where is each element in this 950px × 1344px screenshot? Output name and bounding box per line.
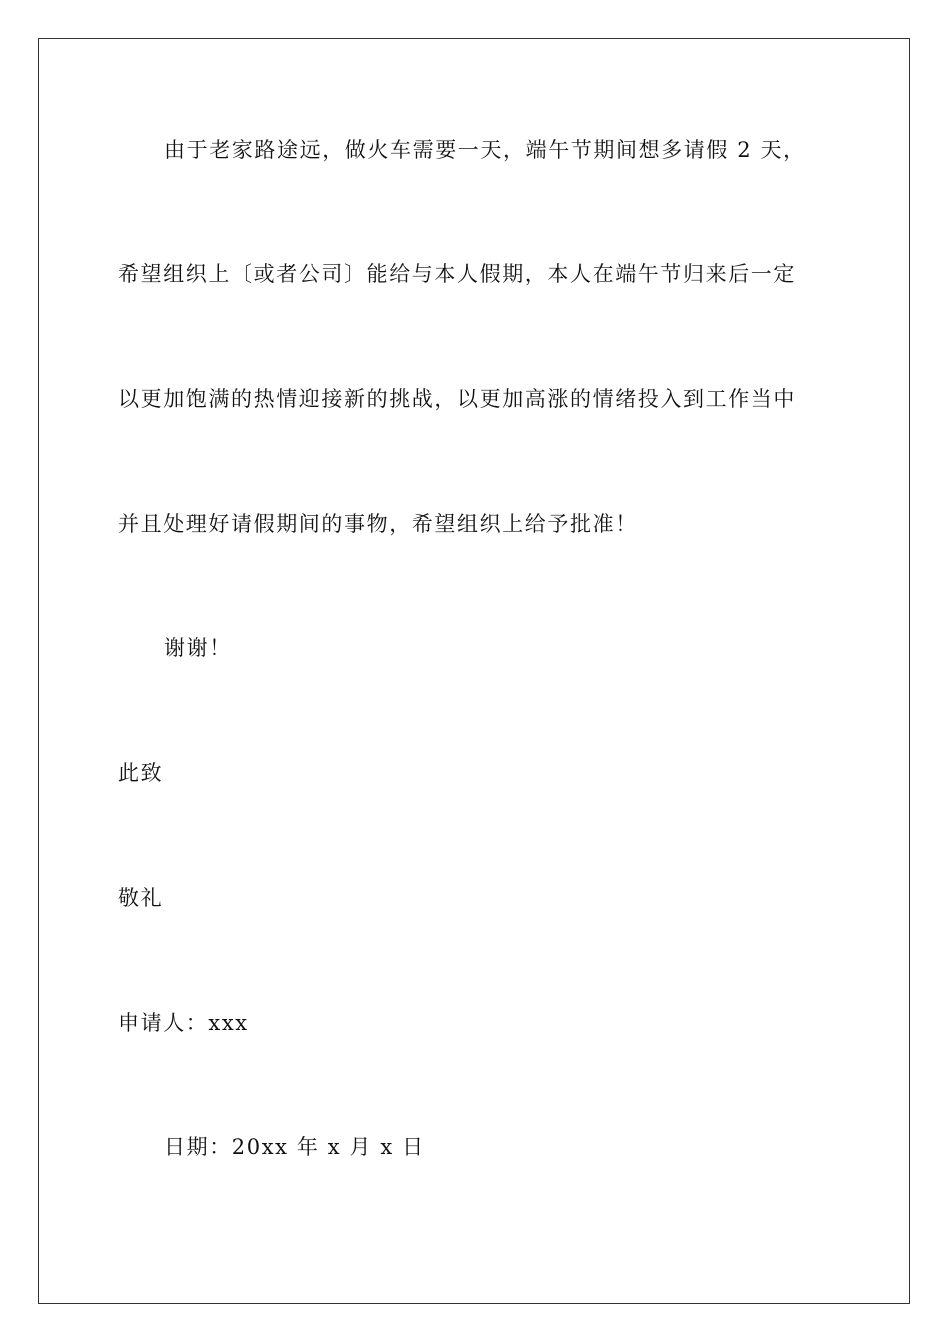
date-line: 日期：20xx 年 x 月 x 日 — [164, 1135, 425, 1159]
thanks-line: 谢谢！ — [164, 636, 232, 660]
closing-respect: 敬礼 — [118, 886, 164, 910]
applicant-line: 申请人：xxx — [118, 1011, 249, 1035]
closing-salutation: 此致 — [118, 761, 164, 785]
body-line-2: 希望组织上〔或者公司〕能给与本人假期，本人在端午节归来后一定 — [118, 262, 796, 286]
body-line-4: 并且处理好请假期间的事物，希望组织上给予批准！ — [118, 512, 638, 536]
page-border — [38, 38, 910, 1304]
body-line-1: 由于老家路途远，做火车需要一天，端午节期间想多请假 2 天， — [164, 138, 806, 162]
body-line-3: 以更加饱满的热情迎接新的挑战，以更加高涨的情绪投入到工作当中 — [118, 387, 796, 411]
